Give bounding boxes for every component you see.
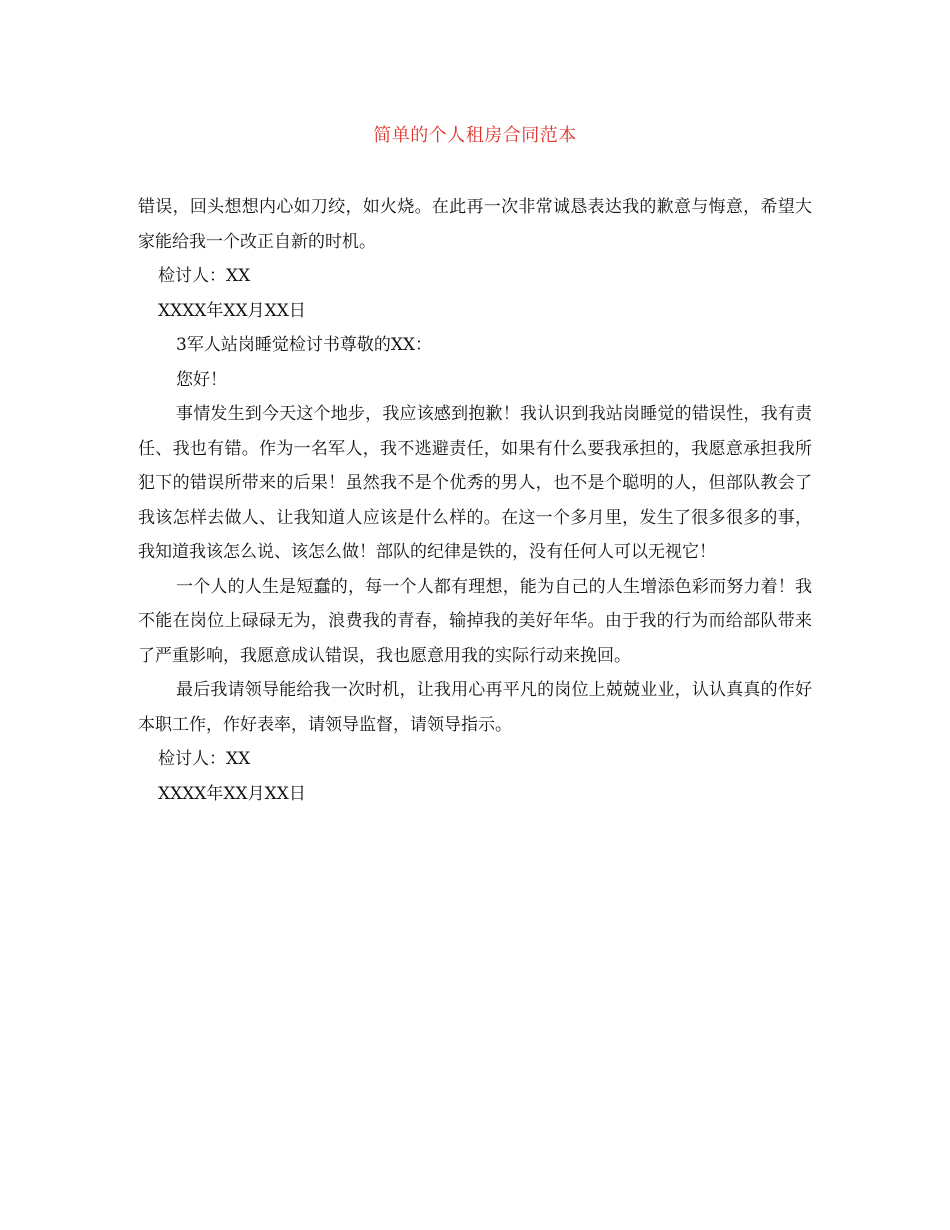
signature-line: 检讨人：XX (158, 266, 251, 286)
greeting: 您好！ (176, 369, 227, 390)
signature-line-2: 检讨人：XX (158, 749, 251, 769)
date-line: XXXX年XX月XX日 (158, 300, 306, 321)
document-title: 简单的个人租房合同范本 (373, 125, 577, 146)
section-heading: 3军人站岗睡觉检讨书尊敬的XX： (176, 335, 433, 355)
paragraph-apology-end: 错误，回头想想内心如刀绞，如火烧。在此再一次非常诚恳表达我的歉意与悔意，希望大家能给我一个改正自新的时机。 (138, 197, 812, 252)
paragraph-life: 一个人的人生是短蠢的，每一个人都有理想，能为自己的人生增添色彩而努力着！我不能在岗位上碌碌无为，浪费我的青春，输掉我的美好年华。由于我的行为而给部队带来了严重影响，我愿意成认错误，我也愿意用我的实际行动来挽回。 (138, 576, 812, 666)
date-line-2: XXXX年XX月XX日 (158, 783, 306, 804)
paragraph-request: 最后我请领导能给我一次时机，让我用心再平凡的岗位上兢兢业业，认认真真的作好本职工作，作好表率，请领导监督，请领导指示。 (138, 680, 812, 735)
document-body (138, 190, 812, 811)
paragraph-responsibility: 事情发生到今天这个地步，我应该感到抱歉！我认识到我站岗睡觉的错误性，我有责任、我也有错。作为一名军人，我不逃避责任，如果有什么要我承担的，我愿意承担我所犯下的错误所带来的后果！虽然我不是个优秀的男人，也不是个聪明的人，但部队教会了我该怎样去做人、让我知道人应该是什么样的。在这一个多月里，发生了很多很多的事，我知道我该怎么说、该怎么做！部队的纪律是铁的，没有任何人可以无视它！ (138, 404, 812, 562)
